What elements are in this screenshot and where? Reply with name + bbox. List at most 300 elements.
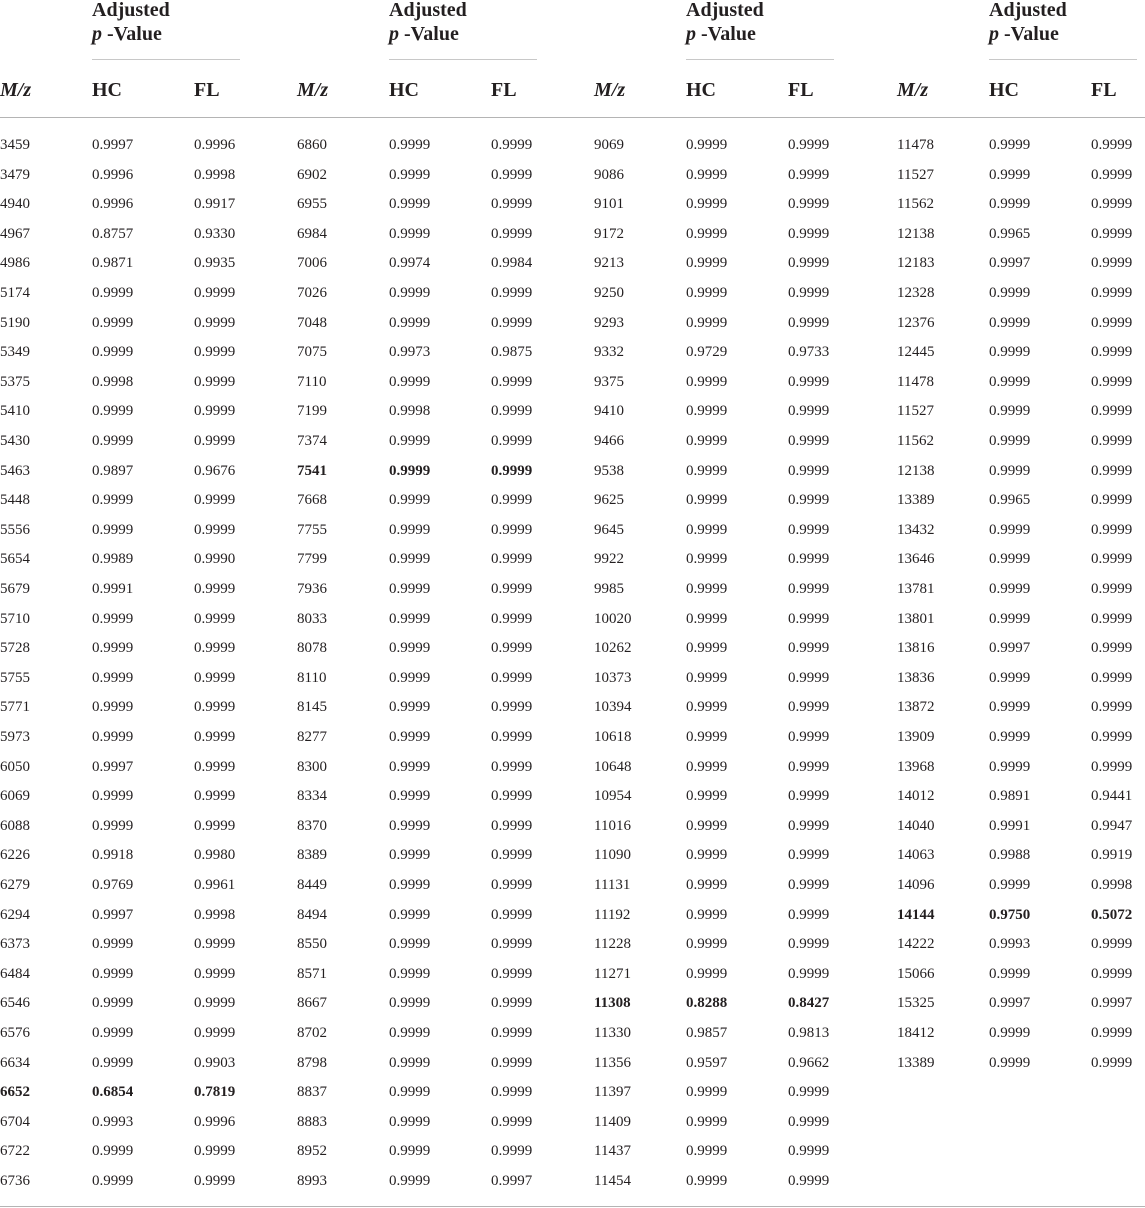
cell-hc: 0.9999 — [389, 1084, 431, 1100]
p-symbol: p — [92, 23, 102, 45]
cell-hc: 0.9996 — [92, 196, 134, 212]
header-line-adjusted: Adjusted — [92, 0, 170, 21]
cell-mz: 11437 — [594, 1143, 631, 1159]
cell-mz: 5410 — [0, 403, 30, 419]
cell-hc: 0.9999 — [389, 877, 431, 893]
cell-fl: 0.9999 — [491, 699, 533, 715]
cell-hc: 0.9999 — [686, 315, 728, 331]
header-group-underline — [389, 59, 537, 60]
cell-hc: 0.9999 — [92, 729, 134, 745]
cell-hc: 0.9999 — [92, 788, 134, 804]
header-line-p-value — [92, 22, 170, 46]
cell-mz: 11016 — [594, 818, 631, 834]
cell-mz: 13816 — [897, 640, 935, 656]
cell-fl: 0.9999 — [1091, 699, 1133, 715]
cell-hc: 0.9999 — [92, 966, 134, 982]
cell-mz: 3459 — [0, 137, 30, 153]
cell-hc: 0.9999 — [686, 877, 728, 893]
cell-mz: 6546 — [0, 995, 30, 1011]
cell-fl: 0.9999 — [1091, 759, 1133, 775]
cell-hc: 0.9999 — [389, 818, 431, 834]
cell-hc: 0.9999 — [92, 522, 134, 538]
cell-fl: 0.9999 — [491, 551, 533, 567]
cell-mz: 13801 — [897, 611, 935, 627]
cell-fl: 0.9999 — [194, 995, 236, 1011]
header-line-p-value — [989, 22, 1067, 46]
cell-fl: 0.9999 — [491, 522, 533, 538]
cell-mz: 8571 — [297, 966, 327, 982]
p-symbol: p — [989, 23, 999, 45]
cell-hc: 0.9999 — [989, 877, 1031, 893]
cell-mz: 7006 — [297, 255, 327, 271]
cell-mz: 12183 — [897, 255, 935, 271]
cell-fl: 0.9999 — [788, 374, 830, 390]
cell-hc: 0.9999 — [686, 492, 728, 508]
cell-hc: 0.9999 — [389, 640, 431, 656]
cell-mz: 11562 — [897, 196, 934, 212]
cell-hc: 0.9999 — [989, 374, 1031, 390]
cell-hc: 0.9999 — [389, 1055, 431, 1071]
cell-fl: 0.9999 — [194, 1173, 236, 1189]
cell-hc: 0.9999 — [92, 699, 134, 715]
cell-fl: 0.9996 — [194, 1114, 236, 1130]
cell-hc: 0.9597 — [686, 1055, 728, 1071]
cell-hc: 0.9999 — [989, 137, 1031, 153]
cell-fl: 0.8427 — [788, 995, 830, 1011]
cell-mz: 13781 — [897, 581, 935, 597]
cell-mz: 12376 — [897, 315, 935, 331]
cell-mz: 6069 — [0, 788, 30, 804]
header-group-underline — [92, 59, 240, 60]
cell-fl: 0.9999 — [491, 492, 533, 508]
header-line-adjusted: Adjusted — [389, 0, 467, 21]
cell-mz: 5448 — [0, 492, 30, 508]
cell-hc: 0.9729 — [686, 344, 728, 360]
cell-fl: 0.9999 — [194, 640, 236, 656]
cell-mz: 18412 — [897, 1025, 935, 1041]
cell-mz: 9332 — [594, 344, 624, 360]
cell-mz: 12328 — [897, 285, 935, 301]
cell-mz: 7199 — [297, 403, 327, 419]
cell-hc: 0.9999 — [389, 1143, 431, 1159]
header-line-adjusted: Adjusted — [686, 0, 764, 21]
cell-fl: 0.9999 — [1091, 670, 1133, 686]
cell-fl: 0.9999 — [194, 788, 236, 804]
cell-hc: 0.9999 — [686, 403, 728, 419]
cell-mz: 10262 — [594, 640, 632, 656]
cell-fl: 0.9999 — [491, 670, 533, 686]
cell-mz: 8798 — [297, 1055, 327, 1071]
cell-fl: 0.9999 — [788, 966, 830, 982]
header-line-adjusted: Adjusted — [989, 0, 1067, 21]
cell-mz: 14222 — [897, 936, 935, 952]
cell-fl: 0.9999 — [194, 699, 236, 715]
cell-fl: 0.9999 — [788, 611, 830, 627]
cell-fl: 0.9999 — [194, 670, 236, 686]
cell-hc: 0.8757 — [92, 226, 134, 242]
cell-mz: 7075 — [297, 344, 327, 360]
cell-hc: 0.9999 — [389, 551, 431, 567]
cell-hc: 0.9999 — [989, 196, 1031, 212]
cell-hc: 0.9997 — [989, 255, 1031, 271]
adjusted-p-value-header — [686, 0, 764, 46]
cell-hc: 0.9999 — [389, 463, 431, 479]
cell-fl: 0.9999 — [491, 1084, 533, 1100]
cell-hc: 0.9999 — [389, 137, 431, 153]
cell-mz: 7755 — [297, 522, 327, 538]
cell-fl: 0.9999 — [194, 1143, 236, 1159]
cell-fl: 0.5072 — [1091, 907, 1133, 923]
cell-hc: 0.9999 — [389, 167, 431, 183]
cell-hc: 0.9997 — [92, 907, 134, 923]
cell-hc: 0.9999 — [686, 699, 728, 715]
cell-fl: 0.9999 — [491, 936, 533, 952]
cell-hc: 0.9999 — [686, 966, 728, 982]
cell-fl: 0.9999 — [1091, 581, 1133, 597]
cell-hc: 0.9891 — [989, 788, 1031, 804]
cell-mz: 13432 — [897, 522, 935, 538]
cell-hc: 0.9999 — [92, 1025, 134, 1041]
cell-fl: 0.9999 — [788, 285, 830, 301]
cell-fl: 0.9999 — [788, 196, 830, 212]
cell-mz: 5679 — [0, 581, 30, 597]
cell-fl: 0.9999 — [788, 759, 830, 775]
cell-hc: 0.9999 — [389, 788, 431, 804]
cell-fl: 0.9999 — [1091, 936, 1133, 952]
cell-mz: 11397 — [594, 1084, 631, 1100]
cell-fl: 0.9999 — [788, 226, 830, 242]
cell-mz: 9985 — [594, 581, 624, 597]
cell-mz: 5190 — [0, 315, 30, 331]
cell-fl: 0.9999 — [194, 818, 236, 834]
cell-mz: 5375 — [0, 374, 30, 390]
cell-fl: 0.9999 — [1091, 403, 1133, 419]
cell-hc: 0.9991 — [92, 581, 134, 597]
cell-mz: 10648 — [594, 759, 632, 775]
cell-mz: 14040 — [897, 818, 935, 834]
cell-fl: 0.9875 — [491, 344, 533, 360]
cell-fl: 0.9999 — [491, 788, 533, 804]
cell-mz: 8078 — [297, 640, 327, 656]
cell-mz: 9213 — [594, 255, 624, 271]
cell-mz: 11192 — [594, 907, 631, 923]
cell-fl: 0.9999 — [788, 847, 830, 863]
cell-mz: 8837 — [297, 1084, 327, 1100]
cell-hc: 0.9999 — [686, 285, 728, 301]
cell-hc: 0.9999 — [92, 640, 134, 656]
cell-fl: 0.9999 — [491, 433, 533, 449]
column-header-fl: FL — [788, 79, 814, 101]
cell-fl: 0.9997 — [1091, 995, 1133, 1011]
cell-mz: 9293 — [594, 315, 624, 331]
cell-mz: 15325 — [897, 995, 935, 1011]
cell-hc: 0.9999 — [389, 699, 431, 715]
cell-hc: 0.9999 — [686, 1143, 728, 1159]
cell-mz: 4986 — [0, 255, 30, 271]
cell-fl: 0.9999 — [788, 1084, 830, 1100]
cell-fl: 0.9999 — [788, 907, 830, 923]
cell-fl: 0.9999 — [1091, 137, 1133, 153]
cell-fl: 0.9999 — [1091, 374, 1133, 390]
cell-fl: 0.9999 — [788, 315, 830, 331]
cell-fl: 0.9999 — [194, 522, 236, 538]
cell-fl: 0.9984 — [491, 255, 533, 271]
value-word: -Value — [999, 23, 1059, 45]
cell-mz: 5349 — [0, 344, 30, 360]
column-header-hc: HC — [92, 79, 122, 101]
cell-hc: 0.9999 — [686, 522, 728, 538]
cell-mz: 5430 — [0, 433, 30, 449]
column-header-mz: M/z — [594, 79, 626, 101]
cell-hc: 0.9999 — [989, 581, 1031, 597]
header-group-underline — [686, 59, 834, 60]
cell-mz: 10954 — [594, 788, 632, 804]
p-symbol: p — [686, 23, 696, 45]
cell-fl: 0.9999 — [491, 847, 533, 863]
cell-mz: 7799 — [297, 551, 327, 567]
cell-hc: 0.9999 — [989, 729, 1031, 745]
cell-mz: 9538 — [594, 463, 624, 479]
cell-hc: 0.9999 — [686, 1084, 728, 1100]
cell-mz: 8993 — [297, 1173, 327, 1189]
cell-fl: 0.9999 — [194, 759, 236, 775]
cell-fl: 0.9999 — [194, 374, 236, 390]
cell-fl: 0.9999 — [194, 581, 236, 597]
cell-fl: 0.9997 — [491, 1173, 533, 1189]
cell-mz: 9645 — [594, 522, 624, 538]
cell-hc: 0.9918 — [92, 847, 134, 863]
cell-fl: 0.9999 — [1091, 729, 1133, 745]
cell-mz: 11090 — [594, 847, 631, 863]
cell-hc: 0.9999 — [686, 847, 728, 863]
cell-hc: 0.9999 — [389, 581, 431, 597]
cell-mz: 9625 — [594, 492, 624, 508]
cell-hc: 0.9999 — [686, 640, 728, 656]
cell-fl: 0.9999 — [491, 285, 533, 301]
cell-mz: 8145 — [297, 699, 327, 715]
cell-hc: 0.9999 — [989, 403, 1031, 419]
cell-mz: 11271 — [594, 966, 631, 982]
cell-hc: 0.9974 — [389, 255, 431, 271]
cell-fl: 0.9999 — [491, 226, 533, 242]
cell-mz: 9922 — [594, 551, 624, 567]
cell-mz: 13389 — [897, 1055, 935, 1071]
column-header-hc: HC — [686, 79, 716, 101]
cell-hc: 0.9999 — [686, 818, 728, 834]
cell-hc: 0.9999 — [389, 966, 431, 982]
cell-fl: 0.9999 — [194, 492, 236, 508]
cell-mz: 5771 — [0, 699, 30, 715]
cell-fl: 0.9999 — [491, 995, 533, 1011]
cell-mz: 9069 — [594, 137, 624, 153]
cell-fl: 0.9999 — [788, 551, 830, 567]
cell-mz: 14063 — [897, 847, 935, 863]
cell-mz: 3479 — [0, 167, 30, 183]
cell-mz: 12138 — [897, 463, 935, 479]
cell-mz: 9410 — [594, 403, 624, 419]
cell-hc: 0.9993 — [92, 1114, 134, 1130]
cell-mz: 6050 — [0, 759, 30, 775]
cell-mz: 8550 — [297, 936, 327, 952]
cell-fl: 0.9999 — [491, 374, 533, 390]
cell-mz: 8033 — [297, 611, 327, 627]
cell-fl: 0.9999 — [491, 907, 533, 923]
cell-fl: 0.9999 — [491, 966, 533, 982]
cell-fl: 0.9999 — [1091, 463, 1133, 479]
cell-hc: 0.9999 — [389, 433, 431, 449]
cell-fl: 0.9676 — [194, 463, 236, 479]
cell-hc: 0.9999 — [989, 285, 1031, 301]
cell-fl: 0.9999 — [1091, 1055, 1133, 1071]
cell-mz: 7668 — [297, 492, 327, 508]
cell-mz: 5728 — [0, 640, 30, 656]
cell-fl: 0.9903 — [194, 1055, 236, 1071]
cell-fl: 0.9990 — [194, 551, 236, 567]
cell-hc: 0.9999 — [989, 759, 1031, 775]
cell-fl: 0.9999 — [1091, 611, 1133, 627]
cell-hc: 0.9999 — [389, 492, 431, 508]
cell-mz: 11478 — [897, 137, 934, 153]
cell-fl: 0.9999 — [491, 640, 533, 656]
cell-hc: 0.9988 — [989, 847, 1031, 863]
cell-mz: 5463 — [0, 463, 30, 479]
cell-mz: 6634 — [0, 1055, 30, 1071]
column-header-mz: M/z — [897, 79, 929, 101]
cell-mz: 8702 — [297, 1025, 327, 1041]
cell-fl: 0.9999 — [491, 1055, 533, 1071]
cell-mz: 9466 — [594, 433, 624, 449]
cell-hc: 0.9857 — [686, 1025, 728, 1041]
cell-fl: 0.9999 — [788, 167, 830, 183]
cell-hc: 0.9871 — [92, 255, 134, 271]
cell-hc: 0.9999 — [989, 699, 1031, 715]
cell-hc: 0.9999 — [389, 729, 431, 745]
cell-hc: 0.9999 — [686, 788, 728, 804]
cell-hc: 0.9999 — [92, 611, 134, 627]
cell-fl: 0.9999 — [491, 463, 533, 479]
value-word: -Value — [399, 23, 459, 45]
cell-mz: 13389 — [897, 492, 935, 508]
cell-fl: 0.9999 — [788, 492, 830, 508]
cell-fl: 0.9999 — [194, 936, 236, 952]
cell-mz: 13968 — [897, 759, 935, 775]
cell-fl: 0.9999 — [491, 196, 533, 212]
cell-mz: 8883 — [297, 1114, 327, 1130]
cell-mz: 11131 — [594, 877, 631, 893]
cell-mz: 5174 — [0, 285, 30, 301]
cell-mz: 13909 — [897, 729, 935, 745]
cell-mz: 8389 — [297, 847, 327, 863]
cell-fl: 0.9999 — [788, 640, 830, 656]
cell-mz: 5755 — [0, 670, 30, 686]
cell-mz: 8300 — [297, 759, 327, 775]
p-symbol: p — [389, 23, 399, 45]
cell-mz: 4940 — [0, 196, 30, 212]
cell-hc: 0.9999 — [989, 167, 1031, 183]
cell-mz: 14012 — [897, 788, 935, 804]
cell-hc: 0.9997 — [989, 640, 1031, 656]
cell-fl: 0.9999 — [788, 699, 830, 715]
cell-hc: 0.9999 — [989, 1055, 1031, 1071]
cell-hc: 0.9999 — [389, 1173, 431, 1189]
cell-mz: 4967 — [0, 226, 30, 242]
cell-fl: 0.9999 — [788, 788, 830, 804]
cell-mz: 9101 — [594, 196, 624, 212]
column-header-hc: HC — [389, 79, 419, 101]
cell-mz: 5654 — [0, 551, 30, 567]
column-header-hc: HC — [989, 79, 1019, 101]
cell-hc: 0.9999 — [989, 433, 1031, 449]
cell-fl: 0.9999 — [788, 936, 830, 952]
cell-mz: 11527 — [897, 167, 934, 183]
cell-mz: 7541 — [297, 463, 327, 479]
cell-hc: 0.9998 — [92, 374, 134, 390]
cell-hc: 0.9999 — [389, 1025, 431, 1041]
cell-mz: 9086 — [594, 167, 624, 183]
cell-hc: 0.9999 — [92, 344, 134, 360]
cell-fl: 0.9999 — [1091, 255, 1133, 271]
cell-fl: 0.9999 — [788, 463, 830, 479]
cell-mz: 10394 — [594, 699, 632, 715]
cell-fl: 0.9999 — [1091, 551, 1133, 567]
cell-fl: 0.9998 — [194, 907, 236, 923]
cell-mz: 11478 — [897, 374, 934, 390]
cell-hc: 0.9999 — [686, 670, 728, 686]
cell-hc: 0.9999 — [389, 196, 431, 212]
cell-mz: 8110 — [297, 670, 327, 686]
cell-fl: 0.9999 — [194, 403, 236, 419]
cell-fl: 0.9662 — [788, 1055, 830, 1071]
cell-mz: 15066 — [897, 966, 935, 982]
cell-mz: 6984 — [297, 226, 327, 242]
cell-hc: 0.9999 — [389, 285, 431, 301]
cell-hc: 0.9999 — [686, 196, 728, 212]
cell-fl: 0.9999 — [491, 315, 533, 331]
cell-fl: 0.9999 — [788, 1173, 830, 1189]
cell-fl: 0.9999 — [788, 1143, 830, 1159]
cell-fl: 0.9999 — [788, 729, 830, 745]
cell-hc: 0.9999 — [686, 1114, 728, 1130]
cell-hc: 0.9991 — [989, 818, 1031, 834]
cell-mz: 8449 — [297, 877, 327, 893]
cell-mz: 6226 — [0, 847, 30, 863]
cell-hc: 0.9999 — [686, 729, 728, 745]
cell-mz: 7026 — [297, 285, 327, 301]
cell-hc: 0.9999 — [389, 611, 431, 627]
header-line-p-value — [686, 22, 764, 46]
cell-hc: 0.9965 — [989, 226, 1031, 242]
cell-mz: 8494 — [297, 907, 327, 923]
adjusted-p-value-header — [92, 0, 170, 46]
cell-fl: 0.9999 — [194, 285, 236, 301]
cell-hc: 0.9999 — [389, 907, 431, 923]
cell-hc: 0.9999 — [686, 374, 728, 390]
cell-mz: 6902 — [297, 167, 327, 183]
cell-hc: 0.9999 — [92, 433, 134, 449]
cell-mz: 5710 — [0, 611, 30, 627]
cell-mz: 13872 — [897, 699, 935, 715]
cell-mz: 7936 — [297, 581, 327, 597]
header-line-p-value — [389, 22, 467, 46]
cell-hc: 0.9999 — [92, 1143, 134, 1159]
cell-fl: 0.9999 — [1091, 433, 1133, 449]
cell-fl: 0.9999 — [491, 729, 533, 745]
adjusted-p-value-header — [989, 0, 1067, 46]
cell-fl: 0.9919 — [1091, 847, 1133, 863]
cell-mz: 9250 — [594, 285, 624, 301]
cell-mz: 11527 — [897, 403, 934, 419]
cell-mz: 9375 — [594, 374, 624, 390]
